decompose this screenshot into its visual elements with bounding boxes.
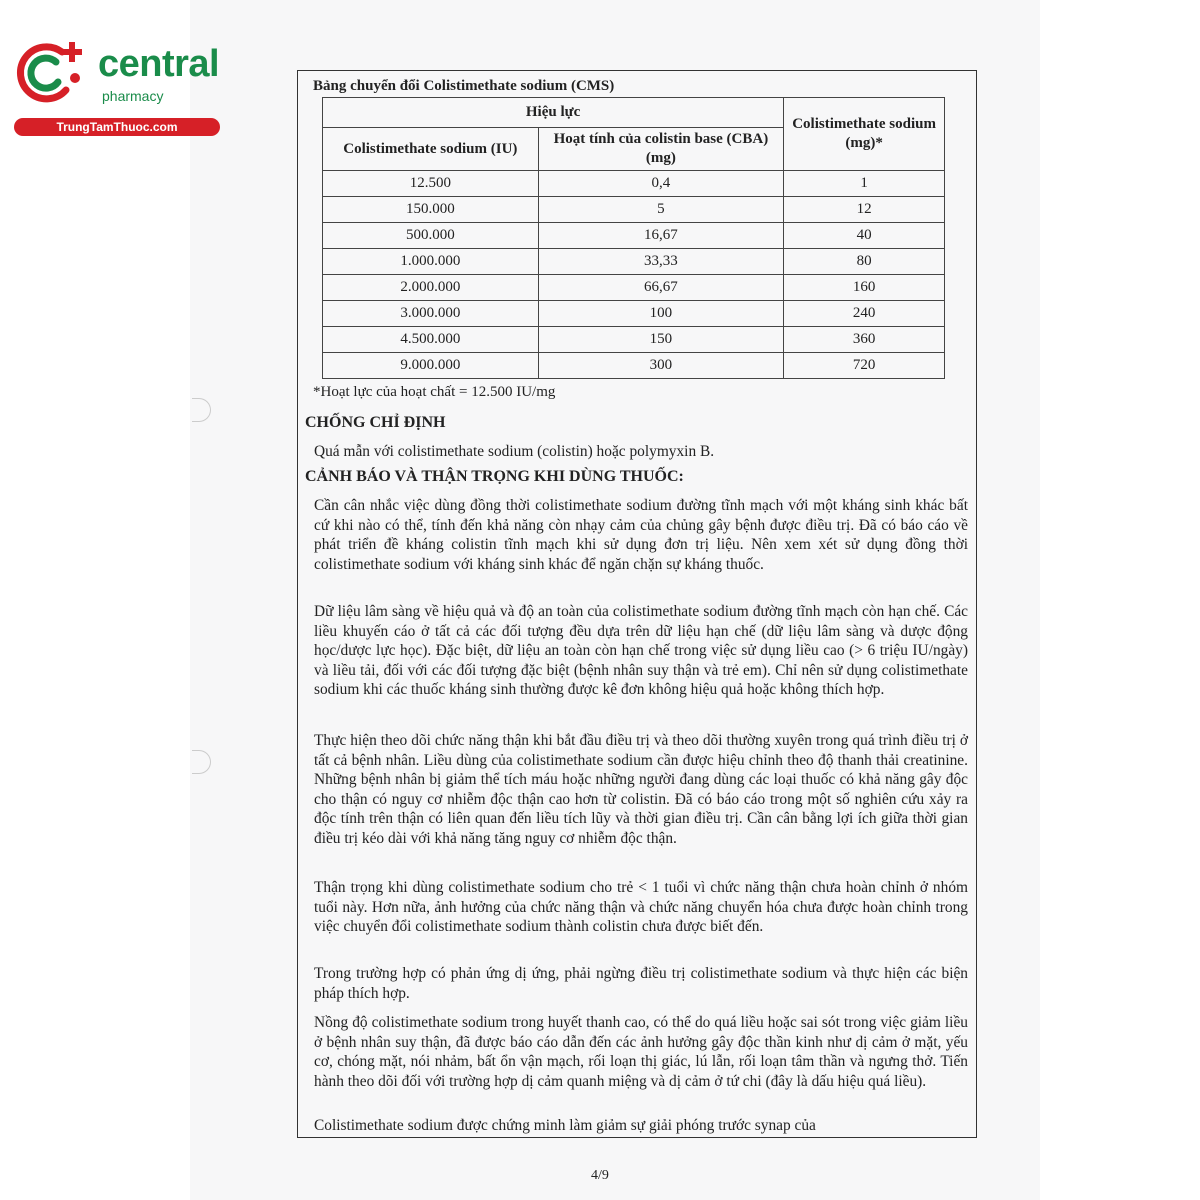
group-header-potency: Hiệu lực [323,98,784,128]
warnings-heading: CẢNH BÁO VÀ THẬN TRỌNG KHI DÙNG THUỐC: [305,468,684,485]
table-cell: 12.500 [323,171,539,197]
table-row [323,275,945,301]
table-cell: 150.000 [323,197,539,223]
logo-brand-name: central [98,43,220,85]
warning-paragraph: Cần cân nhắc việc dùng đồng thời colistimethate sodium đường tĩnh mạch với một kháng sinh khác bất cứ khi nào có thể, tính đến khả năng còn nhạy cảm của chủng gây bệnh được điều trị. Đã có báo cáo về phát triển đề kháng colistin tĩnh mạch khi sử dụng đơn trị liệu. Nên xem xét sử dụng đồng thời colistimethate sodium với kháng sinh khác để ngăn chặn sự kháng thuốc. [314,497,968,573]
column-header-cms-iu: Colistimethate sodium (IU) [323,128,539,171]
table-cell: 300 [538,353,783,379]
table-cell: 16,67 [538,223,783,249]
table-cell: 80 [784,249,945,275]
logo-mark-icon [12,38,92,113]
table-cell: 0,4 [538,171,783,197]
table-cell: 1 [784,171,945,197]
table-cell: 12 [784,197,945,223]
table-cell: 720 [784,353,945,379]
table-cell: 40 [784,223,945,249]
table-row [323,249,945,275]
table-row [323,327,945,353]
table-cell: 500.000 [323,223,539,249]
table-row [323,171,945,197]
table-cell: 160 [784,275,945,301]
table-cell: 2.000.000 [323,275,539,301]
table-row [323,223,945,249]
table-row [323,353,945,379]
table-row [323,301,945,327]
warning-paragraph: Colistimethate sodium được chứng minh làm giảm sự giải phóng trước synap của [314,1117,816,1134]
warning-paragraph: Thận trọng khi dùng colistimethate sodium cho trẻ < 1 tuổi vì chức năng thận chưa hoàn chỉnh ở nhóm tuổi này. Hơn nữa, ảnh hưởng của chức năng thận và chức năng chuyển hóa chưa được hoàn chỉnh trong việc chuyển đổi colistimethate sodium thành colistin chưa được biết đến. [314,879,968,935]
warning-paragraph: Nồng độ colistimethate sodium trong huyết thanh cao, có thể do quá liều hoặc sai sót trong việc giảm liều ở bệnh nhân suy thận, đã được báo cáo dẫn đến các ảnh hưởng gây độc thần kinh như dị cảm ở mặt, yếu cơ, chóng mặt, nói nhảm, bất ổn vận mạch, rối loạn thị giác, lú lẫn, rối loạn tâm thần và ngưng thở. Tiến hành theo dõi đối với trường hợp dị cảm quanh miệng và dị cảm ở tứ chi (đây là dấu hiệu quá liều). [314,1014,968,1090]
warning-paragraph: Dữ liệu lâm sàng về hiệu quả và độ an toàn của colistimethate sodium đường tĩnh mạch còn hạn chế. Các liều khuyến cáo ở tất cả các đối tượng đều dựa trên dữ liệu hạn chế (dữ liệu lâm sàng và dược động học/dược lực học). Đặc biệt, dữ liệu an toàn còn hạn chế trong việc sử dụng liều cao (> 6 triệu IU/ngày) và liều tải, đối với các đối tượng đặc biệt (bệnh nhân suy thận và trẻ em). Chỉ nên sử dụng colistimethate sodium khi các thuốc kháng sinh thường được kê đơn không hiệu quả hoặc không thích hợp. [314,603,968,698]
table-cell: 33,33 [538,249,783,275]
table-cell: 1.000.000 [323,249,539,275]
logo-url-badge: TrungTamThuoc.com [14,118,220,136]
page-number: 4/9 [591,1168,609,1183]
central-pharmacy-logo[interactable] [12,38,222,138]
logo-subtitle: pharmacy [102,88,164,104]
contraindications-text: Quá mẫn với colistimethate sodium (colistin) hoặc polymyxin B. [314,443,715,460]
table-cell: 360 [784,327,945,353]
contraindications-heading: CHỐNG CHỈ ĐỊNH [305,414,446,431]
table-cell: 4.500.000 [323,327,539,353]
warning-paragraph: Thực hiện theo dõi chức năng thận khi bắt đầu điều trị và theo dõi thường xuyên trong quá trình điều trị ở tất cả bệnh nhân. Liều dùng của colistimethate sodium cần được hiệu chỉnh theo độ thanh thải creatinine. Những bệnh nhân bị giảm thể tích máu hoặc những người đang dùng các loại thuốc có khả năng gây độc cho thận có nguy cơ nhiễm độc thận cao hơn từ colistin. Đã có báo cáo trong một số nghiên cứu xảy ra độc tính trên thận có liên quan đến liều tích lũy và thời gian điều trị. Cần cân bằng lợi ích giữa thời gian điều trị kéo dài với khả năng tăng nguy cơ nhiễm độc thận. [314,732,968,847]
table-row [323,197,945,223]
conversion-table [322,97,945,379]
table-cell: 240 [784,301,945,327]
warning-paragraph: Trong trường hợp có phản ứng dị ứng, phải ngừng điều trị colistimethate sodium và thực hiện các biện pháp thích hợp. [314,965,968,1002]
table-footnote: *Hoạt lực của hoạt chất = 12.500 IU/mg [313,384,556,400]
table-cell: 5 [538,197,783,223]
table-cell: 100 [538,301,783,327]
table-cell: 150 [538,327,783,353]
column-header-cba-mg: Hoạt tính của colistin base (CBA) (mg) [538,128,783,171]
table-cell: 3.000.000 [323,301,539,327]
column-header-cms-mg: Colistimethate sodium (mg)* [784,98,945,171]
table-title: Bảng chuyển đổi Colistimethate sodium (CMS) [313,78,615,94]
table-cell: 9.000.000 [323,353,539,379]
table-cell: 66,67 [538,275,783,301]
